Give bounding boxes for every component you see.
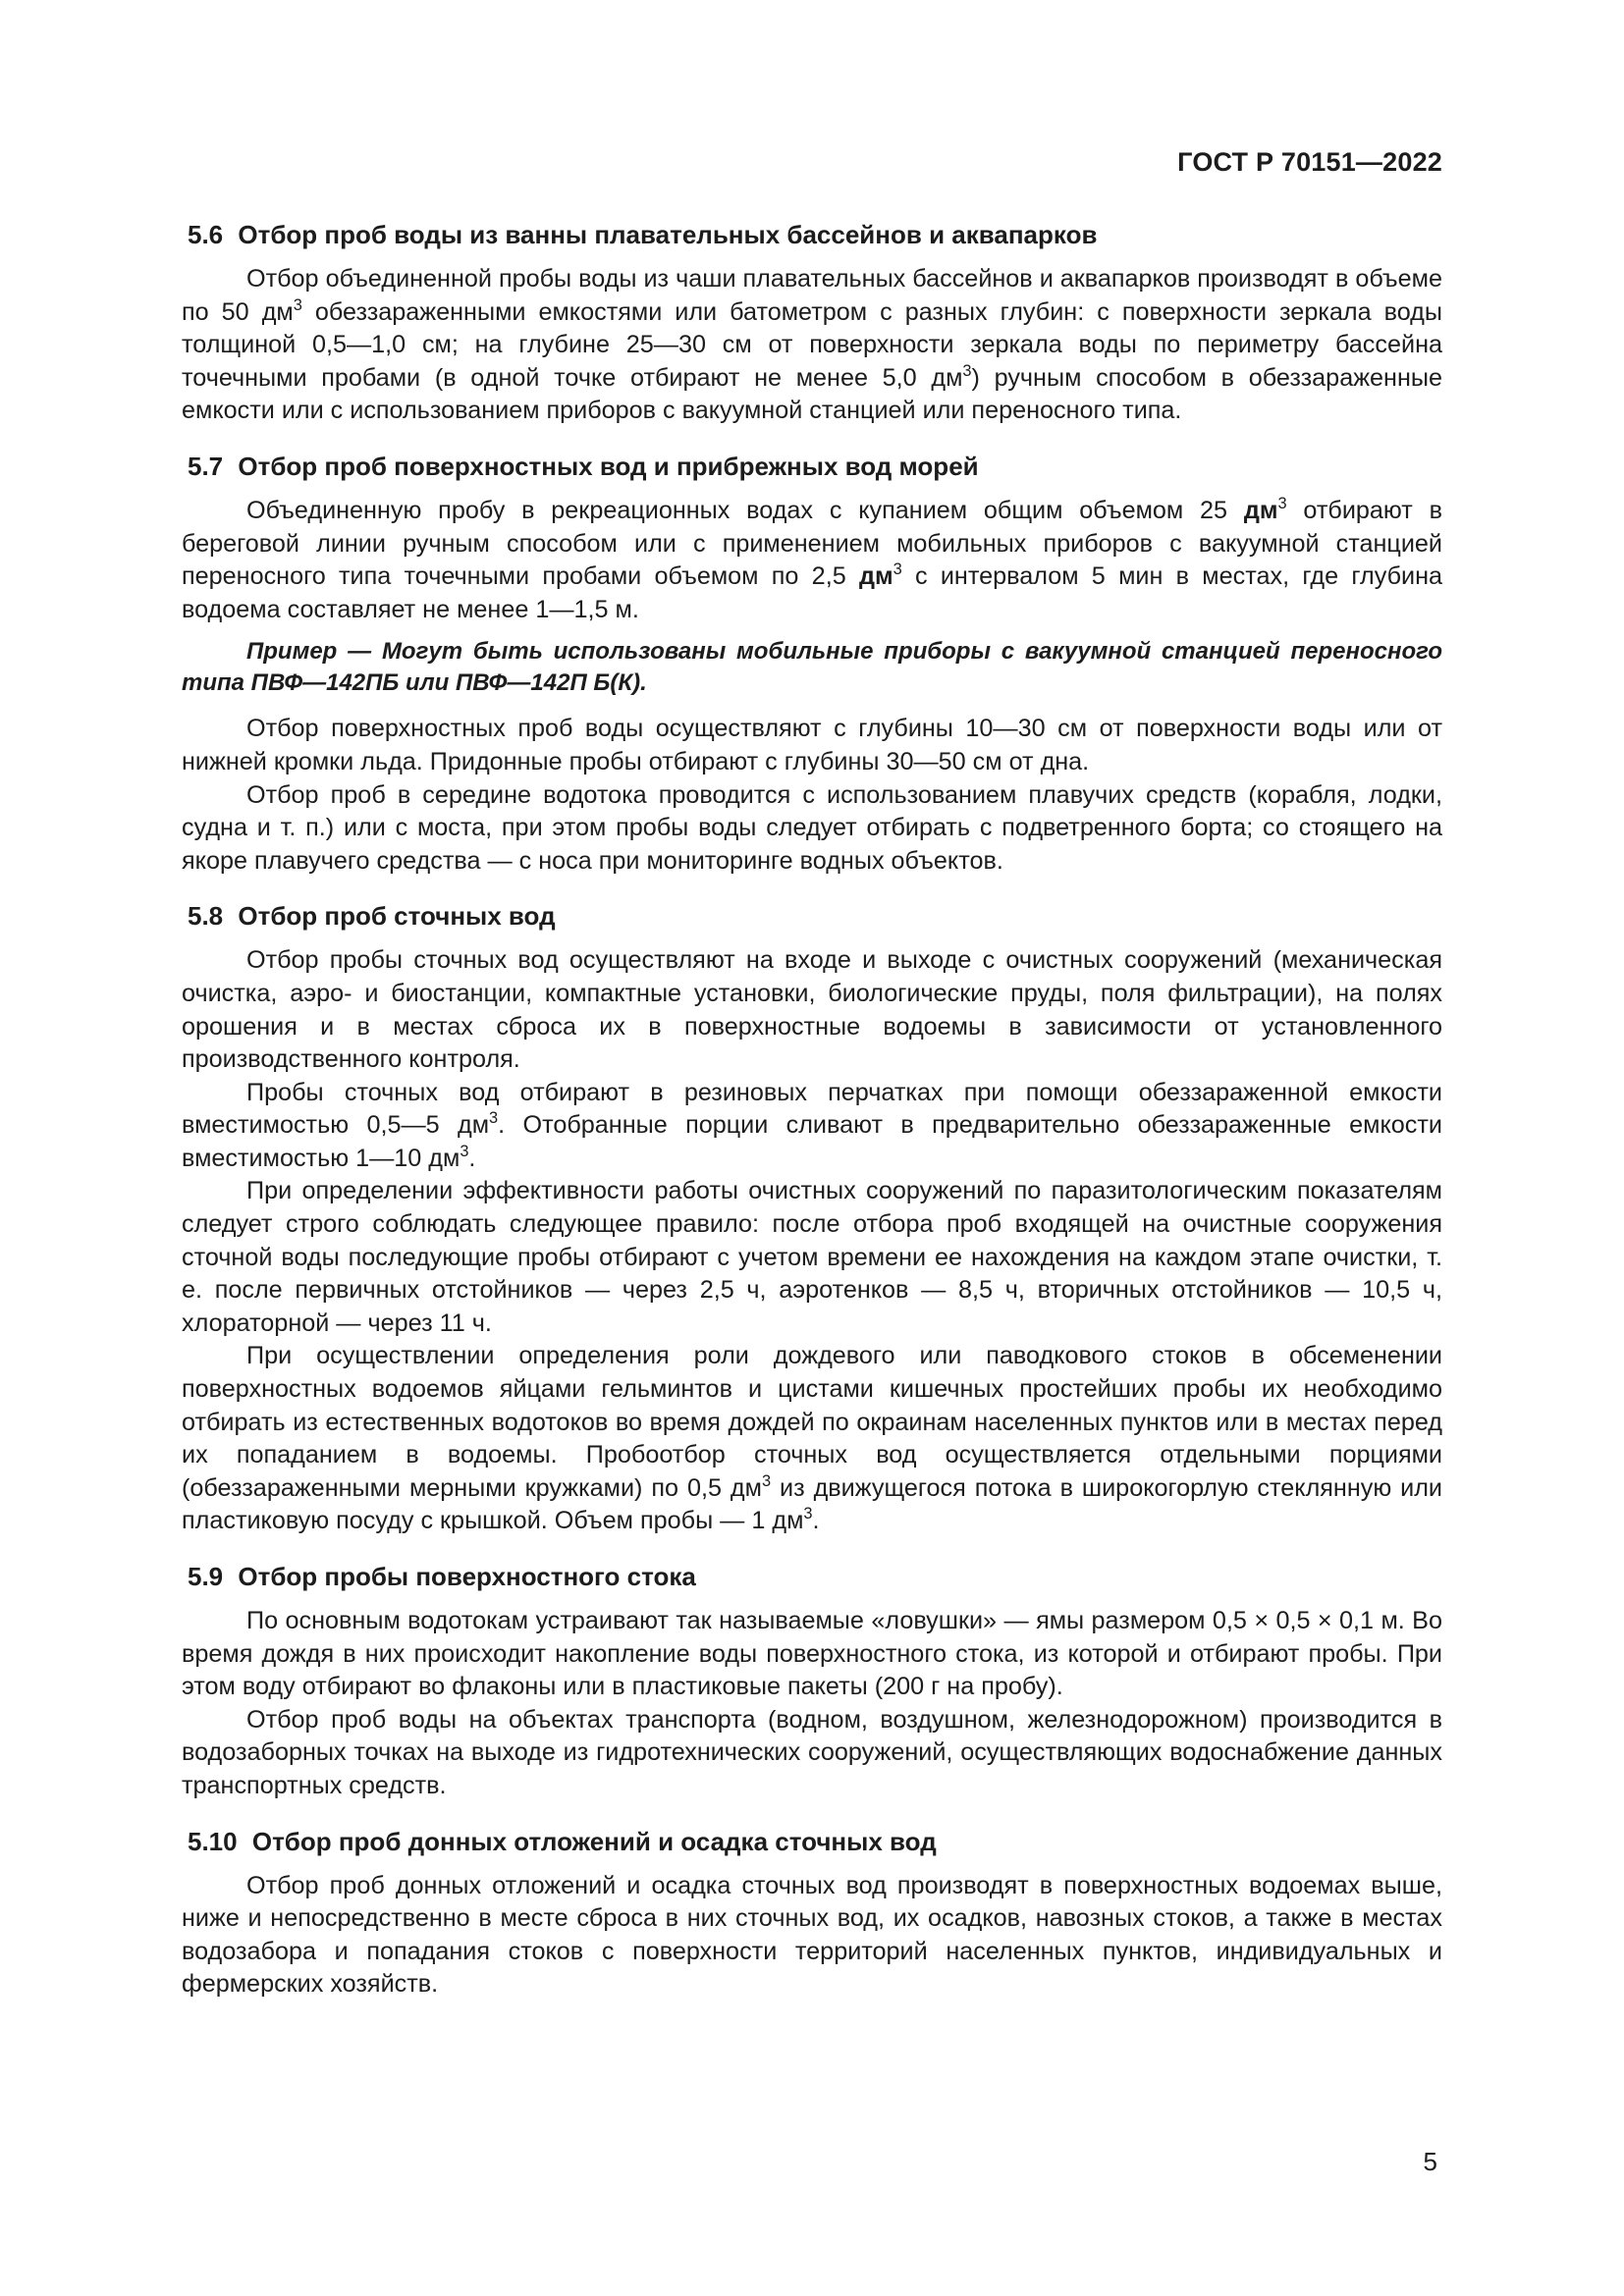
- text-run: Отбор поверхностных проб воды осуществляют с глубины 10—30 см от поверхности воды или от нижней кромки льда. Придонные пробы отбирают с глубины 30—50 см от дна.: [182, 715, 1442, 775]
- section-number: 5.7: [188, 451, 224, 481]
- example-note: [182, 636, 1442, 699]
- paragraph: [182, 1704, 1442, 1803]
- section-heading: [182, 899, 1442, 933]
- section-number: 5.8: [188, 901, 224, 932]
- text-run: При определении эффективности работы очистных сооружений по паразитологическим показателям следует строго соблюдать следующее правило: после отбора проб входящей на очистные сооружения сточной воды последующие пробы отбирают с учетом времени ее нахождения на каждом этапе очистки, т. е. после первичных отстойников — через 2,5 ч, аэротенков — 8,5 ч, вторичных отстойников — 10,5 ч, хлораторной — через 11 ч.: [182, 1177, 1442, 1337]
- superscript: 3: [460, 1142, 469, 1160]
- superscript: 3: [761, 1471, 772, 1490]
- text-run: Отбор проб в середине водотока проводится с использованием плавучих средств (корабля, лодки, судна и т. п.) или с моста, при этом пробы воды следует отбирать с подветренного борта; со стоящего на якоре плавучего средства — с носа при мониторинге водных объектов.: [182, 780, 1442, 875]
- paragraph: [182, 495, 1442, 626]
- text-run: отбирают в береговой линии ручным способом или с применением мобильных приборов с вакуумной станцией переносного типа точечными пробами объемом по 2,5: [182, 496, 1442, 591]
- section-title: Отбор проб поверхностных вод и прибрежных вод морей: [238, 451, 979, 481]
- section-number: 5.6: [188, 220, 224, 249]
- section-number: 5.9: [188, 1562, 224, 1591]
- text-run: Отбор проб донных отложений и осадка сточных вод производят в поверхностных водоемах выше, ниже и непосредственно в месте сброса в них сточных вод, их осадков, навозных стоков, а также в местах водозабора и попадания стоков с поверхности территорий населенных пунктов, индивидуальных и фермерских хозяйств.: [182, 1871, 1442, 1999]
- text-run: .: [468, 1144, 476, 1172]
- text-run: дм: [858, 562, 893, 591]
- section-title: Отбор проб воды из ванны плавательных бассейнов и аквапарков: [238, 220, 1098, 249]
- paragraph: [182, 1077, 1442, 1176]
- text-run: По основным водотокам устраивают так называемые «ловушки» — ямы размером 0,5 × 0,5 × 0,1 м. Во время дождя в них происходит накопление воды поверхностного стока, из которой и отбирают пробы. При этом воду отбирают во флаконы или в пластиковые пакеты (200 г на пробу).: [182, 1607, 1442, 1701]
- paragraph: [182, 779, 1442, 879]
- text-run: При осуществлении определения роли дождевого или паводкового стоков в обсеменении поверхностных водоемов яйцами гельминтов и цистами кишечных простейших пробы их необходимо отбирать из естественных водотоков во время дождей по окраинам населенных пунктов или в местах перед их попаданием в водоемы. Пробоотбор сточных вод осуществляется отдельными порциями (обеззараженными мерными кружками) по 0,5 дм: [182, 1342, 1442, 1502]
- text-run: из движущегося потока в широкогорлую стеклянную или пластиковую посуду с крышкой. Объем пробы — 1 дм: [182, 1473, 1443, 1535]
- section-5-9: [182, 1560, 1442, 1803]
- section-heading: [182, 218, 1442, 251]
- paragraph: [182, 1340, 1442, 1538]
- superscript: 3: [293, 295, 302, 314]
- section-number: 5.10: [188, 1826, 238, 1856]
- text-run: Отбор объединенной пробы воды из чаши плавательных бассейнов и аквапарков производят в объеме по 50 дм: [182, 265, 1442, 326]
- paragraph: [182, 713, 1442, 778]
- text-run: Отбор проб воды на объектах транспорта (водном, воздушном, железнодорожном) производится в водозаборных точках на выходе из гидротехнических сооружений, осуществляющих водоснабжение данных транспортных средств.: [182, 1705, 1442, 1799]
- text-run: . Отобранные порции сливают в предварительно обеззараженные емкости вместимостью 1—10 дм: [182, 1111, 1442, 1172]
- section-5-6: [182, 218, 1442, 428]
- superscript: 3: [803, 1505, 813, 1523]
- section-title: Отбор пробы поверхностного стока: [238, 1562, 696, 1591]
- text-run: Пробы сточных вод отбирают в резиновых перчатках при помощи обеззараженной емкости вместимостью 0,5—5 дм: [182, 1078, 1442, 1140]
- superscript: 3: [1277, 494, 1287, 512]
- text-run: Пример — Могут быть использованы мобильные приборы с вакуумной станцией переносного типа ПВФ—142ПБ или ПВФ—142П Б(К).: [182, 638, 1442, 697]
- text-run: дм: [1243, 496, 1278, 524]
- section-5-7: [182, 450, 1442, 878]
- paragraph: [182, 1870, 1442, 2002]
- section-heading: [182, 1825, 1442, 1858]
- page-number: 5: [1423, 2147, 1437, 2176]
- section-heading: [182, 1560, 1442, 1593]
- superscript: 3: [962, 361, 972, 380]
- text-run: ) ручным способом в обеззараженные емкости или с использованием приборов с вакуумной станцией или переносного типа.: [182, 363, 1442, 425]
- paragraph: [182, 263, 1442, 428]
- section-5-8: [182, 899, 1442, 1538]
- text-run: с интервалом 5 мин в местах, где глубина водоема составляет не менее 1—1,5 м.: [182, 562, 1442, 623]
- text-run: Объединенную пробу в рекреационных водах с купанием общим объемом 25: [246, 496, 1244, 524]
- text-run: обеззараженными емкостями или батометром с разных глубин: с поверхности зеркала воды толщиной 0,5—1,0 см; на глубине 25—30 см от поверхности зеркала воды по периметру бассейна точечными пробами (в одной точке отбирают не менее 5,0 дм: [182, 297, 1442, 392]
- paragraph: [182, 944, 1442, 1076]
- paragraph: [182, 1605, 1442, 1704]
- section-title: Отбор проб донных отложений и осадка сточных вод: [251, 1826, 937, 1856]
- superscript: 3: [489, 1109, 499, 1128]
- text-run: .: [812, 1507, 820, 1535]
- section-5-10: [182, 1825, 1442, 2002]
- document-body: [182, 218, 1442, 2023]
- document-code: ГОСТ Р 70151—2022: [1177, 147, 1442, 177]
- section-heading: [182, 450, 1442, 483]
- text-run: Отбор пробы сточных вод осуществляют на входе и выходе с очистных сооружений (механическая очистка, аэро- и биостанции, компактные установки, биологические пруды, поля фильтрации), на полях орошения и в местах сброса их в поверхностные водоемы в зависимости от установленного производственного контроля.: [182, 946, 1442, 1074]
- section-title: Отбор проб сточных вод: [238, 901, 556, 932]
- superscript: 3: [893, 561, 902, 579]
- paragraph: [182, 1175, 1442, 1340]
